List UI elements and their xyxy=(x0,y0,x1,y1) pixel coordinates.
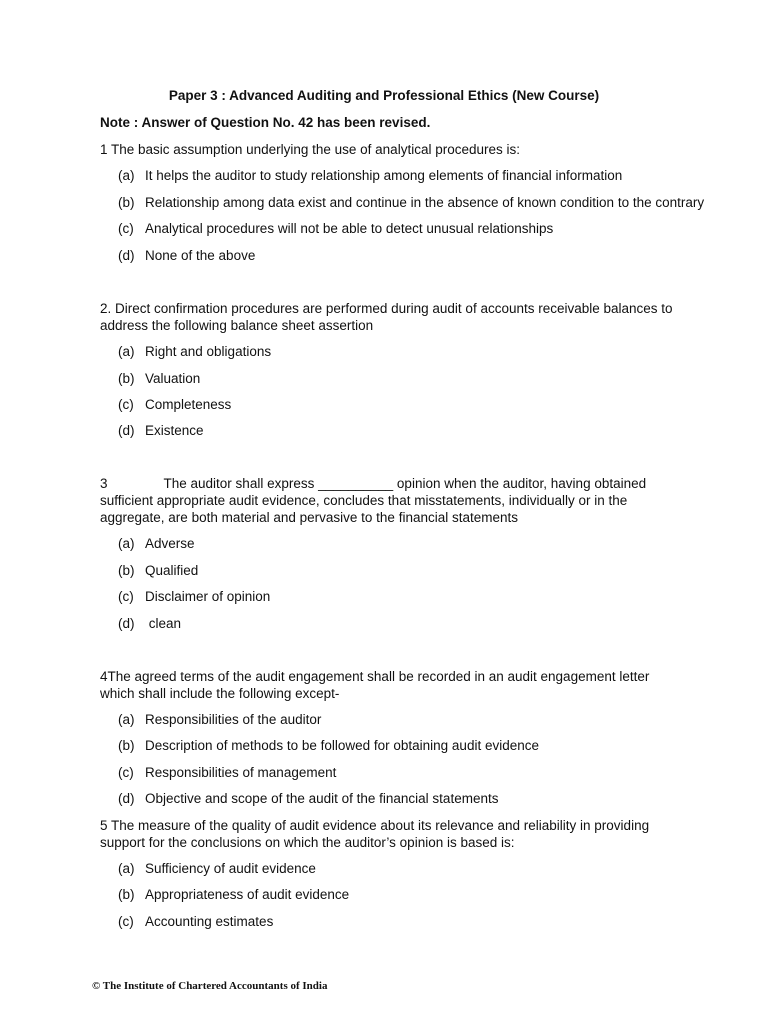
question-4-option-c xyxy=(118,764,336,781)
question-2-text: 2. Direct confirmation procedures are performed during audit of accounts receivable balances to address the following balance sheet assertion xyxy=(100,301,673,333)
question-3-option-d xyxy=(118,615,181,632)
option-text: Existence xyxy=(145,423,204,438)
question-3-option-b xyxy=(118,562,198,579)
option-label: (b) xyxy=(118,887,135,902)
question-3-text xyxy=(100,475,675,526)
question-5-option-a xyxy=(118,860,316,877)
question-3-option-c xyxy=(118,588,270,605)
option-label: (c) xyxy=(118,589,134,604)
option-label: (a) xyxy=(118,536,135,551)
option-label: (c) xyxy=(118,221,134,236)
question-number: 3 xyxy=(100,476,108,491)
option-label: (b) xyxy=(118,195,135,210)
option-text: Objective and scope of the audit of the financial statements xyxy=(145,791,499,806)
option-label: (a) xyxy=(118,168,135,183)
option-label: (c) xyxy=(118,914,134,929)
question-1-option-b xyxy=(118,194,704,211)
page-title: Paper 3 : Advanced Auditing and Professional Ethics (New Course) xyxy=(168,88,600,103)
option-label: (a) xyxy=(118,712,135,727)
option-label: (a) xyxy=(118,344,135,359)
question-1-option-c xyxy=(118,220,553,237)
question-5-option-b xyxy=(118,886,349,903)
option-text: Responsibilities of the auditor xyxy=(145,712,322,727)
option-text: Adverse xyxy=(145,536,195,551)
option-text: Sufficiency of audit evidence xyxy=(145,861,316,876)
option-text: Qualified xyxy=(145,563,199,578)
option-text: Disclaimer of opinion xyxy=(145,589,271,604)
option-text: None of the above xyxy=(145,248,256,263)
revision-note: Note : Answer of Question No. 42 has been revised. xyxy=(100,115,431,130)
option-text: Appropriateness of audit evidence xyxy=(145,887,350,902)
option-text: Analytical procedures will not be able to detect unusual relationships xyxy=(145,221,554,236)
option-text: It helps the auditor to study relationship among elements of financial information xyxy=(145,168,623,183)
option-text: Responsibilities of management xyxy=(145,765,337,780)
option-text: Valuation xyxy=(145,371,201,386)
option-text: Description of methods to be followed for obtaining audit evidence xyxy=(145,738,539,753)
option-label: (a) xyxy=(118,861,135,876)
option-text: Completeness xyxy=(145,397,232,412)
option-label: (d) xyxy=(118,248,135,263)
question-body: The auditor shall express __________ opinion when the auditor, having obtained sufficient appropriate audit evidence, concludes that misstatements, individually or in the aggregate, are both material and pervasive to the financial statements xyxy=(100,476,647,525)
option-text: Accounting estimates xyxy=(145,914,274,929)
option-text: clean xyxy=(145,616,182,631)
option-label: (d) xyxy=(118,791,135,806)
option-label: (c) xyxy=(118,397,134,412)
question-4-option-a xyxy=(118,711,321,728)
question-2-option-b xyxy=(118,370,200,387)
question-2-option-d xyxy=(118,422,204,439)
question-4-option-b xyxy=(118,737,539,754)
copyright-footer: © The Institute of Chartered Accountants of India xyxy=(92,980,328,992)
option-label: (d) xyxy=(118,423,135,438)
question-1-text: 1 The basic assumption underlying the use of analytical procedures is: xyxy=(100,142,520,157)
option-label: (b) xyxy=(118,563,135,578)
question-1-option-d xyxy=(118,247,255,264)
question-5-text: 5 The measure of the quality of audit evidence about its relevance and reliability in providing support for the conclusions on which the auditor’s opinion is based is: xyxy=(100,818,650,850)
question-4-option-d xyxy=(118,790,498,807)
question-3-option-a xyxy=(118,535,195,552)
question-1-option-a xyxy=(118,167,622,184)
option-text: Right and obligations xyxy=(145,344,272,359)
question-2-option-a xyxy=(118,343,271,360)
option-text: Relationship among data exist and continue in the absence of known condition to the contrary xyxy=(145,195,705,210)
option-label: (b) xyxy=(118,371,135,386)
question-5-option-c xyxy=(118,913,273,930)
option-label: (b) xyxy=(118,738,135,753)
option-label: (c) xyxy=(118,765,134,780)
option-label: (d) xyxy=(118,616,135,631)
question-4-text: 4The agreed terms of the audit engagement shall be recorded in an audit engagement letter which shall include the following except- xyxy=(100,669,650,701)
question-2-option-c xyxy=(118,396,231,413)
